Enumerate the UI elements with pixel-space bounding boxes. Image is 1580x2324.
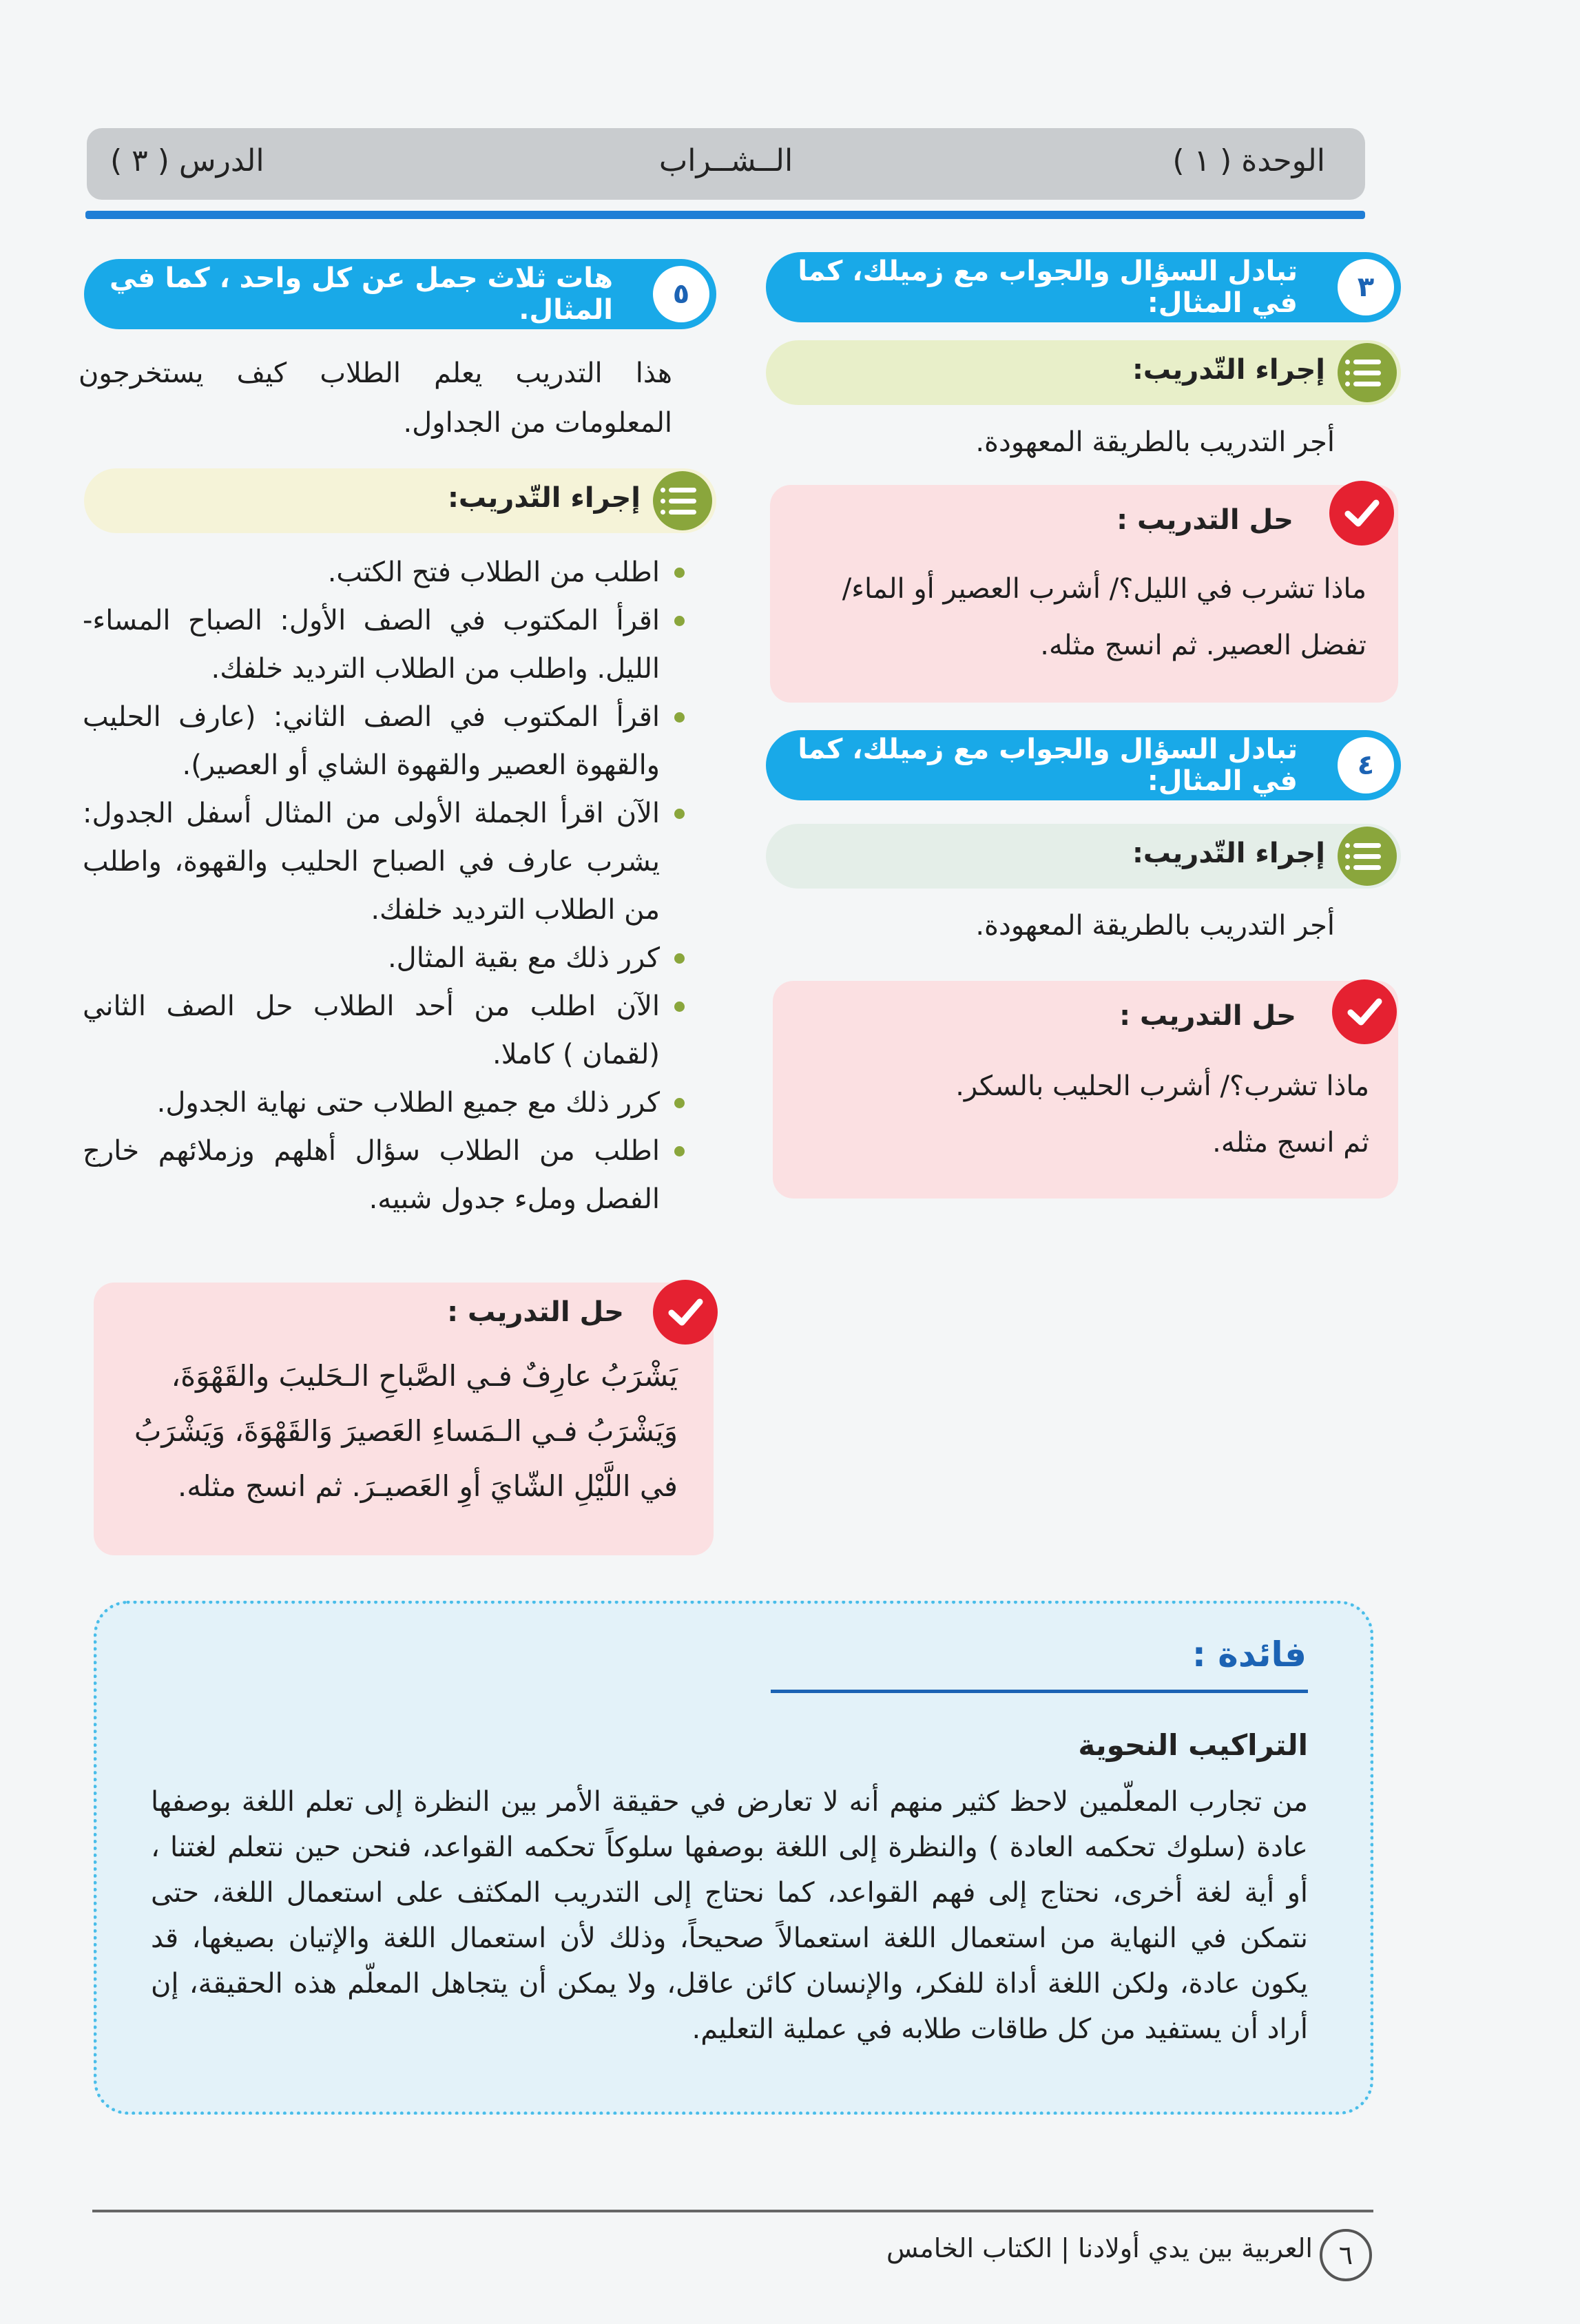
tip-body: من تجارب المعلّمين لاحظ كثير منهم أنه لا تعارض في حقيقة الأمر بين النظرة إلى تعلم اللغة بوصفها عادة (سلوك تحكمه العادة ) والنظرة إلى اللغة بوصفها سلوكاً تحكمه القواعد، فنحن حين نتعلم لغتنا ، أو أية لغة أخرى، نحتاج إلى فهم القواعد، كما نحتاج إلى التدريب المكثف على استعمال اللغة، حتى نتمكن في النهاية من استعمال اللغة استعمالاً صحيحاً، وذلك لأن استعمال اللغة والإتيان بصيغها، قد يكون عادة، ولكن اللغة أداة للفكر، والإنسان كائن عاقل، ولا يمكن أن يتجاهل المعلّم هذه الحقيقة، إن أراد أن يستفيد من كل طاقات طلابه في عملية التعليم.: [151, 1786, 1308, 2045]
page-number: ٦: [1320, 2229, 1372, 2281]
answer-box-ex5: [94, 1283, 714, 1555]
list-item: اطلب من الطلاب فتح الكتب.: [83, 548, 689, 596]
answer-box-ex3: [770, 485, 1398, 703]
answer-title: حل التدريب :: [447, 1296, 624, 1328]
list-item: اطلب من الطلاب سؤال أهلهم وزملائهم خارج الفصل وملء جدول شبيه.: [83, 1127, 689, 1223]
tip-title-underline: [771, 1690, 1308, 1693]
header-divider: [85, 211, 1365, 219]
answer-line: ثم انسج مثله.: [1212, 1127, 1369, 1159]
answer-line: يَشْرَبُ عارِفٌ فـي الصَّباحِ الـحَليبَ والقَهْوَةَ،: [171, 1359, 678, 1393]
exercise-4-header: [766, 730, 1401, 800]
answer-line: وَيَشْرَبُ فـي الـمَساءِ العَصيرَ وَالقَهْوَةَ، وَيَشْرَبُ: [134, 1414, 678, 1448]
book-title: العربية بين يدي أولادنا | الكتاب الخامس: [886, 2233, 1313, 2263]
exercise-5-header: [84, 259, 716, 329]
list-icon: [1338, 343, 1397, 402]
exercise-number: ٣: [1338, 259, 1394, 315]
procedure-header-ex3: [766, 340, 1401, 405]
footer-divider: [92, 2210, 1373, 2212]
answer-text: [788, 561, 1366, 674]
answer-text: [791, 1058, 1369, 1171]
exercise-3-header: [766, 252, 1401, 322]
list-icon: [1338, 827, 1397, 886]
answer-title: حل التدريب :: [1116, 504, 1293, 536]
procedure-header-ex5: [84, 468, 716, 533]
exercise-5-intro: هذا التدريب يعلم الطلاب كيف يستخرجون المعلومات من الجداول.: [79, 357, 672, 439]
list-icon: [653, 471, 712, 530]
procedure-header-ex4: [766, 824, 1401, 889]
exercise-number: ٤: [1338, 737, 1394, 793]
procedure-title: إجراء التّدريب:: [1132, 838, 1325, 869]
header-bar: [87, 128, 1365, 200]
list-item: الآن اقرأ الجملة الأولى من المثال أسفل الجدول: يشرب عارف في الصباح الحليب والقهوة، واطلب من الطلاب الترديد خلفك.: [83, 789, 689, 934]
checkmark-icon: [1332, 979, 1397, 1044]
answer-line: تفضل العصير. ثم انسج مثله.: [1040, 630, 1366, 661]
answer-line: ماذا تشرب؟/ أشرب الحليب بالسكر.: [955, 1070, 1369, 1102]
tip-subtitle: التراكيب النحوية: [1078, 1728, 1308, 1762]
procedure-title: إجراء التّدريب:: [1132, 354, 1325, 386]
exercise-title: تبادل السؤال والجواب مع زميلك، كما في المثال:: [798, 734, 1298, 797]
exercise-number: ٥: [653, 266, 709, 322]
exercise-title: تبادل السؤال والجواب مع زميلك، كما في المثال:: [798, 256, 1298, 319]
list-item: اقرأ المكتوب في الصف الثاني: (عارف الحليب والقهوة العصير والقهوة الشاي أو العصير).: [83, 693, 689, 789]
answer-box-ex4: [773, 981, 1398, 1199]
exercise-title: هات ثلاث جمل عن كل واحد ، كما في المثال.: [109, 262, 613, 326]
list-item: كرر ذلك مع بقية المثال.: [83, 934, 689, 982]
answer-text: [106, 1349, 678, 1514]
list-item: الآن اطلب من أحد الطلاب حل الصف الثاني (لقمان ) كاملا.: [83, 982, 689, 1079]
lesson-topic: الــشــراب: [658, 143, 793, 178]
procedure-title: إجراء التّدريب:: [447, 482, 641, 514]
procedure-text-ex3: أجر التدريب بالطريقة المعهودة.: [975, 426, 1335, 458]
answer-line: في اللَّيْلِ الشّايَ أوِ العَصيـرَ. ثم انسج مثله.: [177, 1469, 678, 1503]
list-item: اقرأ المكتوب في الصف الأول: الصباح المساء- الليل. واطلب من الطلاب الترديد خلفك.: [83, 596, 689, 693]
answer-title: حل التدريب :: [1119, 1000, 1296, 1032]
list-item: كرر ذلك مع جميع الطلاب حتى نهاية الجدول.: [83, 1079, 689, 1127]
lesson-label: الدرس ( ٣ ): [110, 143, 264, 178]
tip-title: فائدة :: [1192, 1635, 1307, 1674]
unit-label: الوحدة ( ١ ): [1172, 143, 1325, 178]
procedure-text-ex4: أجر التدريب بالطريقة المعهودة.: [975, 910, 1335, 942]
answer-line: ماذا تشرب في الليل؟/ أشرب العصير أو الماء/: [842, 573, 1366, 605]
checkmark-icon: [1329, 481, 1394, 546]
checkmark-icon: [653, 1280, 718, 1345]
procedure-steps: [83, 548, 689, 1223]
tip-box: [94, 1601, 1373, 2115]
